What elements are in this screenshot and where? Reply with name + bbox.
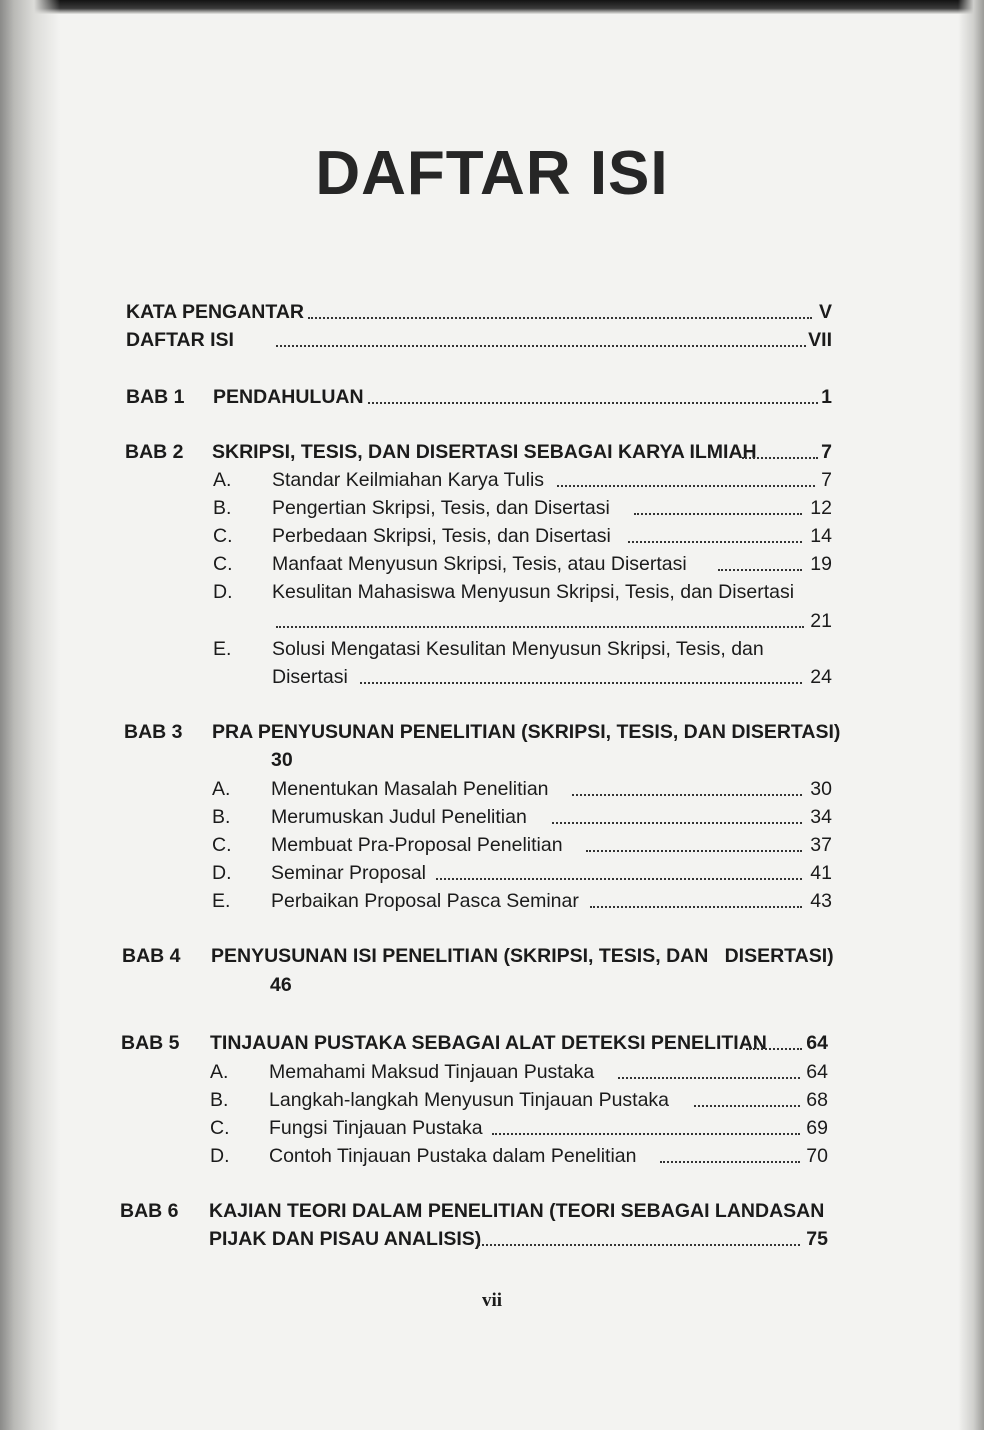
chapter-title-continued: PIJAK DAN PISAU ANALISIS)	[209, 1228, 482, 1250]
section-title: Seminar Proposal	[271, 862, 426, 884]
section-letter: A.	[212, 778, 231, 800]
dot-leader	[586, 850, 802, 852]
section-page: 12	[810, 497, 832, 519]
section-letter: A.	[213, 469, 232, 491]
section-letter: D.	[210, 1145, 230, 1167]
chapter-title: SKRIPSI, TESIS, DAN DISERTASI SEBAGAI KARYA ILMIAH	[212, 441, 757, 463]
dot-leader	[276, 626, 804, 628]
section-page: 7	[821, 469, 832, 491]
section-page: 70	[806, 1145, 828, 1167]
section-title: Merumuskan Judul Penelitian	[271, 806, 527, 828]
section-letter: C.	[210, 1117, 230, 1139]
section-letter: C.	[212, 834, 232, 856]
section-title: Memahami Maksud Tinjauan Pustaka	[269, 1061, 595, 1083]
toc-entry-label: DAFTAR ISI	[126, 329, 234, 351]
chapter-title: PENYUSUNAN ISI PENELITIAN (SKRIPSI, TESIS, DAN DISERTASI)	[211, 945, 834, 967]
section-title: Fungsi Tinjauan Pustaka	[269, 1117, 483, 1139]
page-right-edge	[958, 0, 984, 1430]
section-letter: E.	[213, 638, 232, 660]
chapter-number: BAB 3	[124, 721, 183, 743]
chapter-number: BAB 5	[121, 1032, 180, 1054]
chapter-number: BAB 1	[126, 386, 185, 408]
section-page: 21	[810, 610, 832, 632]
section-letter: C.	[213, 553, 233, 575]
chapter-page: 1	[821, 386, 832, 408]
chapter-page: 46	[270, 974, 292, 996]
section-page: 69	[806, 1117, 828, 1139]
section-page: 24	[810, 666, 832, 688]
dot-leader	[590, 906, 802, 908]
section-letter: B.	[213, 497, 232, 519]
dot-leader	[276, 345, 806, 347]
toc-entry-page: VII	[808, 329, 832, 351]
dot-leader	[436, 878, 802, 880]
section-title: Contoh Tinjauan Pustaka dalam Penelitian	[269, 1145, 637, 1167]
section-letter: E.	[212, 890, 231, 912]
section-letter: D.	[212, 862, 232, 884]
section-title: Pengertian Skripsi, Tesis, dan Disertasi	[272, 497, 610, 519]
section-page: 34	[810, 806, 832, 828]
dot-leader	[360, 682, 802, 684]
section-title: Menentukan Masalah Penelitian	[271, 778, 549, 800]
dot-leader	[552, 822, 802, 824]
section-letter: D.	[213, 581, 233, 603]
chapter-page: 75	[806, 1228, 828, 1250]
section-page: 68	[806, 1089, 828, 1111]
dot-leader	[478, 1244, 800, 1246]
dot-leader	[572, 794, 802, 796]
chapter-number: BAB 6	[120, 1200, 179, 1222]
chapter-page: 64	[806, 1032, 828, 1054]
toc-entry-label: KATA PENGANTAR	[126, 301, 305, 323]
page-title: DAFTAR ISI	[315, 139, 669, 208]
section-letter: B.	[210, 1089, 229, 1111]
section-title: Solusi Mengatasi Kesulitan Menyusun Skripsi, Tesis, dan	[272, 638, 764, 660]
section-title: Standar Keilmiahan Karya Tulis	[272, 469, 545, 491]
page-top-edge	[0, 0, 984, 14]
section-title: Langkah-langkah Menyusun Tinjauan Pustaka	[269, 1089, 670, 1111]
toc-entry-page: V	[818, 301, 832, 323]
section-letter: B.	[212, 806, 231, 828]
chapter-page: 7	[821, 441, 832, 463]
section-title: Manfaat Menyusun Skripsi, Tesis, atau Disertasi	[272, 553, 687, 575]
section-title-continued: Disertasi	[272, 666, 348, 688]
dot-leader	[368, 402, 818, 404]
section-title: Perbedaan Skripsi, Tesis, dan Disertasi	[272, 525, 611, 547]
chapter-page: 30	[271, 749, 293, 771]
section-page: 30	[810, 778, 832, 800]
section-page: 64	[806, 1061, 828, 1083]
book-gutter-shadow	[0, 0, 60, 1430]
section-page: 43	[810, 890, 832, 912]
chapter-title: TINJAUAN PUSTAKA SEBAGAI ALAT DETEKSI PENELITIAN	[210, 1032, 767, 1054]
page-number: vii	[481, 1290, 503, 1311]
section-title: Kesulitan Mahasiswa Menyusun Skripsi, Tesis, dan Disertasi	[272, 581, 795, 603]
chapter-number: BAB 4	[122, 945, 181, 967]
dot-leader	[308, 317, 812, 319]
section-letter: C.	[213, 525, 233, 547]
chapter-title: PRA PENYUSUNAN PENELITIAN (SKRIPSI, TESIS, DAN DISERTASI)	[212, 721, 841, 743]
section-page: 41	[810, 862, 832, 884]
chapter-number: BAB 2	[125, 441, 184, 463]
chapter-title: PENDAHULUAN	[213, 386, 364, 408]
section-page: 37	[810, 834, 832, 856]
chapter-title: KAJIAN TEORI DALAM PENELITIAN (TEORI SEBAGAI LANDASAN	[209, 1200, 825, 1222]
dot-leader	[492, 1133, 800, 1135]
section-title: Perbaikan Proposal Pasca Seminar	[271, 890, 579, 912]
section-page: 19	[810, 553, 832, 575]
section-title: Membuat Pra-Proposal Penelitian	[271, 834, 563, 856]
section-page: 14	[810, 525, 832, 547]
section-letter: A.	[210, 1061, 229, 1083]
